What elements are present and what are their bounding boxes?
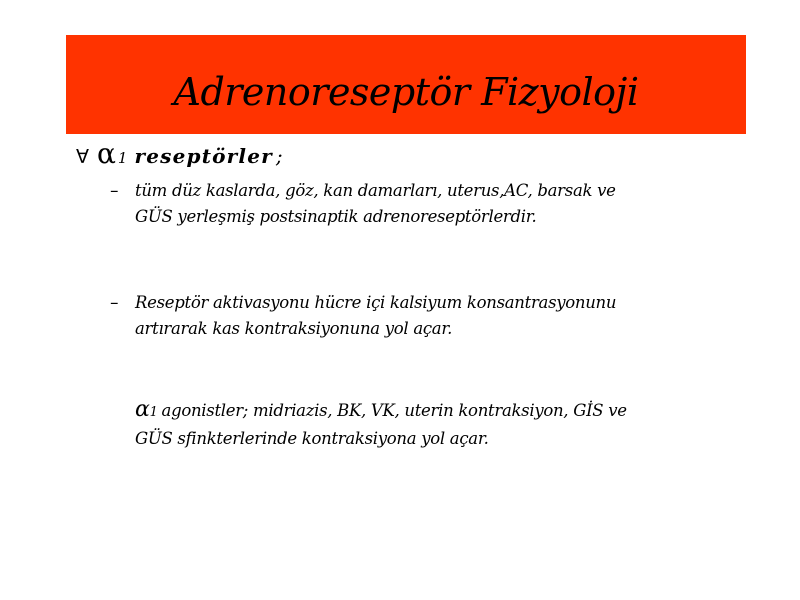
text-line: GÜS sfinkterlerinde kontraksiyona yol açar. [135,429,489,448]
for-all-bullet-icon: ∀ [76,146,89,168]
text-line: Reseptör aktivasyonu hücre içi kalsiyum konsantrasyonunu [135,293,617,312]
sub-bullet-item [110,290,760,342]
sub-bullet-text [135,178,616,230]
alpha-symbol: α [97,137,116,170]
sub-bullet-text [135,290,616,342]
dash-bullet-icon: – [110,181,119,201]
text-line: GÜS yerleşmiş postsinaptik adrenoreseptörlerdir. [135,207,537,226]
agonist-note [135,397,755,452]
alpha-symbol: α [135,397,150,422]
slide-title: Adrenoreseptör Fizyoloji [173,69,639,114]
alpha-subscript: 1 [149,405,158,420]
dash-bullet-icon: – [110,293,119,313]
note-line-text: agonistler; midriazis, BK, VK, uterin kontraksiyon, GİS ve [161,401,627,420]
text-line: artırarak kas kontraksiyonuna yol açar. [135,319,453,338]
text-line [135,397,755,426]
title-banner [66,35,746,134]
text-line: tüm düz kaslarda, göz, kan damarları, uterus,AC, barsak ve [135,181,616,200]
heading-bullet-item [76,137,283,171]
heading-label: reseptörler [134,144,273,168]
alpha-subscript: 1 [117,149,128,167]
sub-bullet-item [110,178,760,230]
heading-punct: ; [275,144,283,168]
